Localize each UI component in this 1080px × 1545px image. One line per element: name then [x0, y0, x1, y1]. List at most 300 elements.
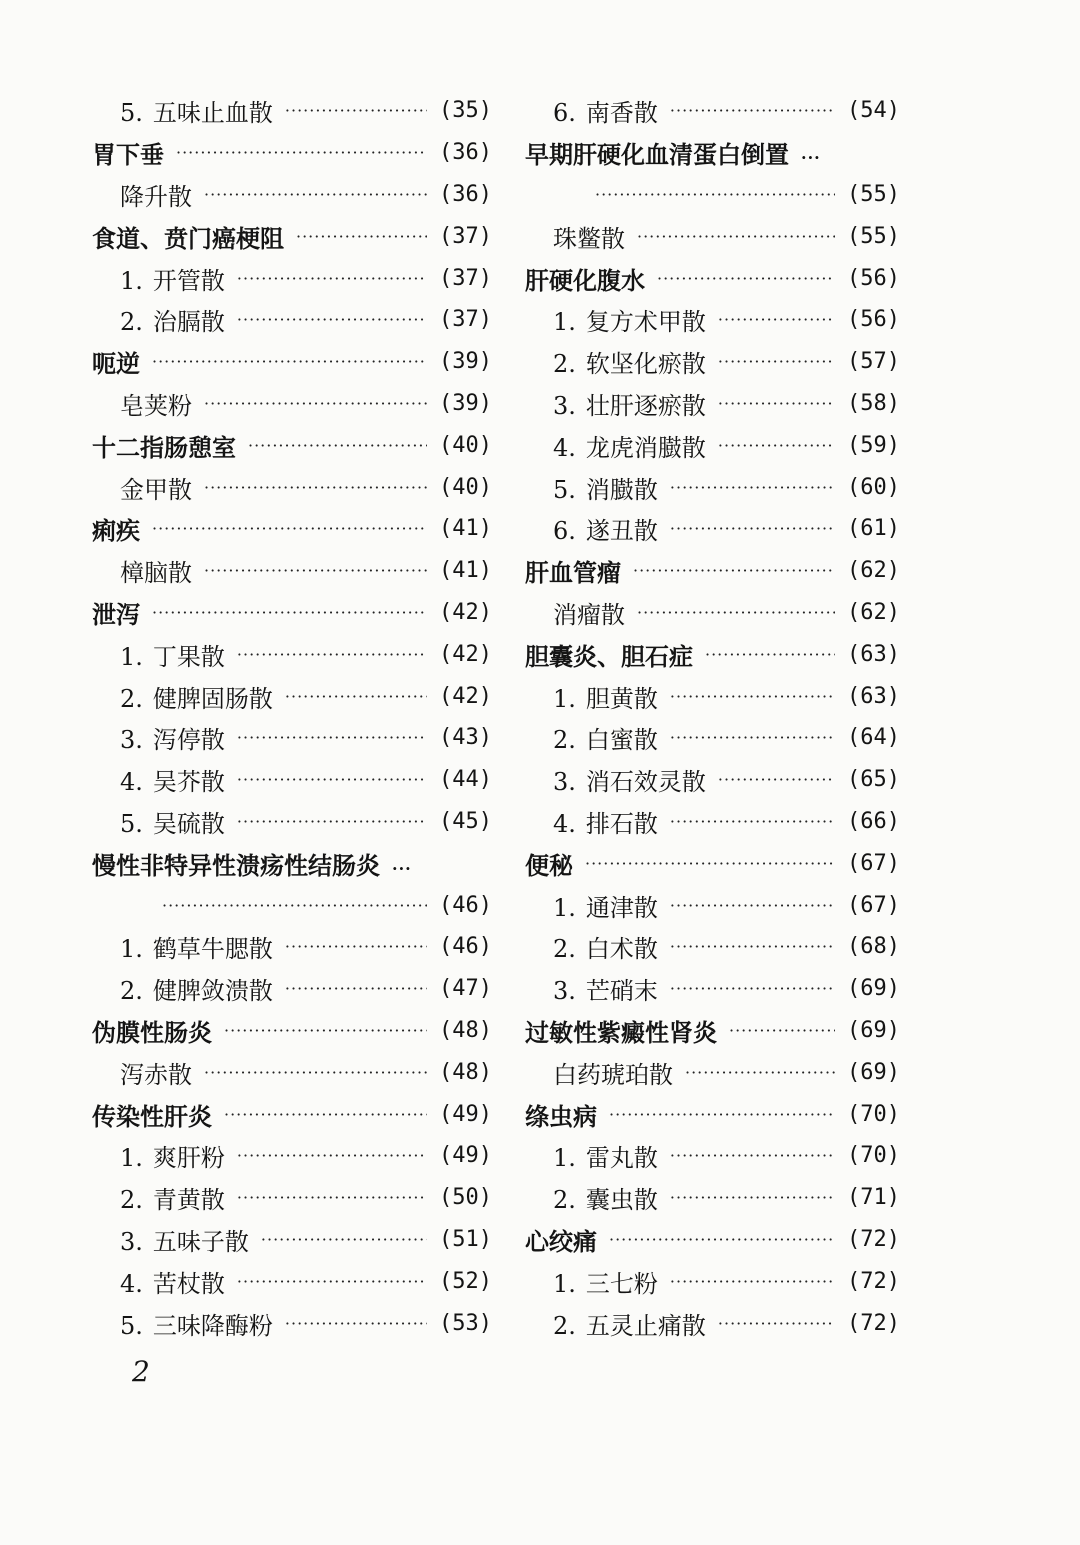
- toc-title-text: 苦杖散: [152, 1269, 225, 1298]
- toc-item-number: 4.: [553, 433, 576, 462]
- toc-leader-dots: [718, 770, 835, 789]
- toc-section-heading: [92, 132, 492, 174]
- toc-title: [525, 720, 658, 755]
- toc-entry: [525, 717, 900, 759]
- toc-title-text: 治膈散: [152, 308, 225, 337]
- toc-page-ref: (42): [439, 683, 492, 709]
- toc-title: [92, 261, 225, 296]
- toc-title: [92, 971, 273, 1006]
- toc-leader-dots: [637, 227, 835, 246]
- toc-title-text: 软坚化瘀散: [585, 350, 706, 379]
- toc-entry: [92, 801, 492, 843]
- toc-leader-dots: [237, 1146, 427, 1165]
- toc-entry: [92, 1051, 492, 1093]
- toc-leader-dots: [670, 687, 835, 706]
- toc-entry: [525, 341, 900, 383]
- toc-leader-dots: [224, 1021, 427, 1040]
- toc-title-text: 健脾敛溃散: [152, 977, 273, 1006]
- toc-item-number: 2.: [120, 977, 143, 1006]
- toc-leader-dots: [670, 896, 835, 915]
- toc-leader-dots: [718, 310, 835, 329]
- toc-title-text: 通津散: [585, 893, 658, 922]
- toc-item-number: 5.: [120, 1311, 143, 1340]
- toc-title: [92, 679, 273, 714]
- toc-title: [92, 1180, 225, 1215]
- toc-entry: [92, 1135, 492, 1177]
- toc-page-ref: (37): [439, 265, 492, 291]
- toc-title-text: 吴硫散: [152, 809, 225, 838]
- toc-title: [525, 929, 658, 964]
- toc-title-text: 龙虎消臌散: [585, 433, 706, 462]
- toc-leader-dots: [718, 436, 835, 455]
- toc-leader-dots: [633, 561, 835, 580]
- toc-right-column: [525, 90, 900, 1344]
- toc-leader-dots: [204, 394, 427, 413]
- toc-leader-dots: [685, 1063, 835, 1082]
- toc-item-number: 2.: [120, 1186, 143, 1215]
- toc-item-number: 4.: [120, 768, 143, 797]
- toc-entry: [92, 1177, 492, 1219]
- toc-section-heading: [92, 592, 492, 634]
- toc-title-text: 传染性肝炎: [92, 1101, 212, 1131]
- toc-leader-dots: [248, 436, 427, 455]
- toc-title: [525, 428, 706, 463]
- toc-section-heading: [92, 424, 492, 466]
- toc-title-text: 早期肝硬化血清蛋白倒置: [525, 140, 789, 170]
- toc-page-ref: (40): [439, 474, 492, 500]
- toc-page-ref: (61): [847, 516, 900, 542]
- toc-leader-dots: [176, 143, 427, 162]
- toc-item-number: 4.: [120, 1269, 143, 1298]
- toc-item-number: 1.: [120, 1144, 143, 1173]
- toc-title: [525, 511, 658, 546]
- toc-title-text: 樟脑散: [120, 559, 192, 588]
- toc-title: [525, 1306, 706, 1341]
- toc-page-ref: (62): [847, 558, 900, 584]
- toc-page-ref: (37): [439, 307, 492, 333]
- toc-leader-dots: [237, 728, 427, 747]
- toc-leader-dots: [224, 1105, 427, 1124]
- toc-page-ref: (63): [847, 641, 900, 667]
- toc-leader-dots: [285, 687, 427, 706]
- toc-page-ref: (46): [439, 934, 492, 960]
- toc-page-ref: (64): [847, 725, 900, 751]
- toc-entry: [92, 1302, 492, 1344]
- toc-item-number: 2.: [553, 1311, 576, 1340]
- toc-leader-dots: [162, 896, 427, 915]
- toc-entry: [525, 968, 900, 1010]
- toc-page-ref: (41): [439, 558, 492, 584]
- toc-item-number: 2.: [553, 935, 576, 964]
- toc-entry: [525, 215, 900, 257]
- toc-leader-continuation: [525, 174, 900, 216]
- toc-leader-dots: [204, 1063, 427, 1082]
- toc-leader-dots: [237, 269, 427, 288]
- toc-page-ref: (45): [439, 808, 492, 834]
- toc-leader-dots: [237, 645, 427, 664]
- toc-title: [92, 1055, 192, 1090]
- toc-page-ref: (40): [439, 432, 492, 458]
- toc-title: [92, 1264, 225, 1299]
- toc-item-number: 6.: [553, 99, 576, 128]
- toc-leader-dots: [670, 101, 835, 120]
- toc-page-ref: (49): [439, 1101, 492, 1127]
- toc-title: [525, 637, 693, 672]
- toc-page-ref: (51): [439, 1226, 492, 1252]
- toc-title-text: 丁果散: [152, 642, 225, 671]
- toc-title-text: 三味降酶粉: [152, 1311, 273, 1340]
- toc-page-ref: (49): [439, 1143, 492, 1169]
- toc-page-ref: (71): [847, 1185, 900, 1211]
- toc-leader-dots: [237, 812, 427, 831]
- toc-page-ref: (52): [439, 1268, 492, 1294]
- toc-title: [525, 846, 573, 881]
- toc-entry: [92, 759, 492, 801]
- toc-item-number: 3.: [553, 977, 576, 1006]
- toc-title-text: 肝血管瘤: [525, 558, 621, 588]
- toc-title-text: 五味子散: [152, 1227, 249, 1256]
- toc-title-text: 三七粉: [585, 1269, 658, 1298]
- toc-title: [92, 1138, 225, 1173]
- page-number: 2: [132, 1355, 150, 1388]
- toc-section-heading: [525, 132, 900, 174]
- toc-title: [525, 553, 621, 588]
- toc-entry: [525, 1135, 900, 1177]
- toc-item-number: 2.: [553, 350, 576, 379]
- toc-title-text: 呃逆: [92, 349, 140, 379]
- toc-leader-dots: [204, 185, 427, 204]
- toc-page-ref: (66): [847, 808, 900, 834]
- toc-leader-dots: [237, 1272, 427, 1291]
- toc-page-ref: (56): [847, 265, 900, 291]
- toc-item-number: 1.: [120, 935, 143, 964]
- toc-item-number: 3.: [553, 768, 576, 797]
- toc-title: [525, 261, 645, 296]
- toc-entry: [92, 675, 492, 717]
- toc-page-ref: (72): [847, 1226, 900, 1252]
- toc-title: [525, 219, 625, 254]
- toc-page-ref: (39): [439, 349, 492, 375]
- toc-entry: [92, 968, 492, 1010]
- toc-title-text: 消石效灵散: [585, 768, 706, 797]
- toc-section-heading: [525, 257, 900, 299]
- toc-page-ref: (72): [847, 1268, 900, 1294]
- toc-section-heading: [92, 1093, 492, 1135]
- toc-entry: [525, 1051, 900, 1093]
- toc-title: [92, 929, 273, 964]
- toc-title: [92, 1306, 273, 1341]
- toc-item-number: 1.: [553, 1144, 576, 1173]
- toc-page-ref: (57): [847, 349, 900, 375]
- toc-item-number: 1.: [553, 684, 576, 713]
- toc-entry: [525, 759, 900, 801]
- toc-page-ref: (68): [847, 934, 900, 960]
- toc-item-number: 2.: [553, 1186, 576, 1215]
- toc-section-heading: [92, 215, 492, 257]
- toc-leader-dots: [657, 269, 835, 288]
- toc-item-number: 2.: [120, 308, 143, 337]
- toc-leader-dots: [609, 1105, 835, 1124]
- toc-title: [525, 1013, 717, 1048]
- toc-entry: [525, 383, 900, 425]
- toc-leader-dots: [637, 603, 835, 622]
- toc-title: [92, 93, 273, 128]
- toc-entry: [525, 1302, 900, 1344]
- toc-title: [525, 470, 658, 505]
- toc-entry: [92, 633, 492, 675]
- toc-title-text: 健脾固肠散: [152, 684, 273, 713]
- toc-leader-continuation: [92, 884, 492, 926]
- toc-title-text: 吴芥散: [152, 768, 225, 797]
- toc-leader-dots: [585, 854, 835, 873]
- toc-leader-dots: ···: [392, 858, 412, 878]
- toc-page-ref: (55): [847, 181, 900, 207]
- toc-entry: [525, 90, 900, 132]
- toc-title: [92, 595, 140, 630]
- toc-section-heading: [525, 1093, 900, 1135]
- toc-entry: [92, 174, 492, 216]
- toc-title: [525, 93, 658, 128]
- toc-page-ref: (47): [439, 976, 492, 1002]
- toc-title-text: 复方术甲散: [585, 308, 706, 337]
- toc-leader-dots: [609, 1230, 835, 1249]
- toc-title: [92, 553, 192, 588]
- toc-entry: [525, 508, 900, 550]
- toc-title-text: 慢性非特异性溃疡性结肠炎: [92, 850, 380, 880]
- toc-page-ref: (42): [439, 599, 492, 625]
- toc-page-ref: (63): [847, 683, 900, 709]
- toc-title-text: 排石散: [585, 809, 658, 838]
- toc-leader-dots: [670, 1188, 835, 1207]
- toc-entry: [525, 466, 900, 508]
- toc-item-number: 2.: [553, 726, 576, 755]
- toc-leader-dots: [152, 603, 427, 622]
- toc-title-text: 胃下垂: [92, 140, 164, 170]
- toc-item-number: 6.: [553, 517, 576, 546]
- toc-page-ref: (46): [439, 892, 492, 918]
- toc-page-ref: (48): [439, 1059, 492, 1085]
- toc-title: [92, 1097, 212, 1132]
- toc-leader-dots: [285, 937, 427, 956]
- toc-title: [525, 386, 706, 421]
- toc-page-ref: (36): [439, 181, 492, 207]
- toc-title-text: 鹤草牛腮散: [152, 935, 273, 964]
- toc-entry: [525, 675, 900, 717]
- toc-title: [525, 1055, 673, 1090]
- toc-title: [525, 595, 625, 630]
- toc-title-text: 囊虫散: [585, 1186, 658, 1215]
- toc-section-heading: [525, 633, 900, 675]
- toc-title: [525, 888, 658, 923]
- toc-section-heading: [92, 1010, 492, 1052]
- toc-page-ref: (44): [439, 767, 492, 793]
- toc-leader-dots: [705, 645, 835, 664]
- toc-leader-dots: [285, 979, 427, 998]
- toc-title-text: 伪膜性肠炎: [92, 1017, 212, 1047]
- toc-page-ref: (67): [847, 892, 900, 918]
- toc-page-ref: (54): [847, 98, 900, 124]
- toc-item-number: 1.: [553, 1269, 576, 1298]
- toc-title: [525, 1097, 597, 1132]
- toc-leader-dots: ···: [801, 148, 821, 168]
- toc-page-ref: (42): [439, 641, 492, 667]
- toc-title: [92, 804, 225, 839]
- toc-title-text: 泻停散: [152, 726, 225, 755]
- toc-title-text: 白药琥珀散: [553, 1060, 673, 1089]
- toc-title-text: 芒硝末: [585, 977, 658, 1006]
- toc-section-heading: [92, 341, 492, 383]
- toc-item-number: 1.: [553, 893, 576, 922]
- toc-item-number: 4.: [553, 809, 576, 838]
- toc-leader-dots: [670, 1146, 835, 1165]
- toc-title: [92, 511, 140, 546]
- toc-entry: [92, 257, 492, 299]
- toc-entry: [92, 90, 492, 132]
- toc-leader-dots: [670, 728, 835, 747]
- toc-page-ref: (70): [847, 1143, 900, 1169]
- toc-title-text: 胆黄散: [585, 684, 658, 713]
- toc-section-heading: [92, 842, 492, 884]
- toc-page-ref: (62): [847, 599, 900, 625]
- toc-item-number: 2.: [120, 684, 143, 713]
- toc-title: [92, 177, 192, 212]
- toc-page-ref: (55): [847, 223, 900, 249]
- toc-title-text: 皂荚粉: [120, 391, 192, 420]
- toc-entry: [92, 1219, 492, 1261]
- toc-title-text: 雷丸散: [585, 1144, 658, 1173]
- toc-leader-dots: [152, 352, 427, 371]
- toc-leader-dots: [237, 310, 427, 329]
- toc-title: [92, 219, 284, 254]
- toc-title-text: 开管散: [152, 266, 225, 295]
- toc-leader-dots: [285, 1314, 427, 1333]
- toc-page-ref: (48): [439, 1017, 492, 1043]
- toc-page-ref: (39): [439, 390, 492, 416]
- toc-leader-dots: [296, 227, 427, 246]
- toc-leader-dots: [718, 394, 835, 413]
- toc-entry: [92, 383, 492, 425]
- toc-title: [92, 302, 225, 337]
- toc-title: [525, 1264, 658, 1299]
- toc-title-text: 心绞痛: [525, 1226, 597, 1256]
- toc-entry: [92, 466, 492, 508]
- toc-title: [92, 428, 236, 463]
- toc-leader-dots: [670, 478, 835, 497]
- toc-section-heading: [525, 1219, 900, 1261]
- toc-title-text: 金甲散: [120, 475, 192, 504]
- toc-page-ref: (60): [847, 474, 900, 500]
- toc-title-text: 五味止血散: [152, 99, 273, 128]
- toc-title: [92, 720, 225, 755]
- toc-section-heading: [92, 508, 492, 550]
- toc-entry: [525, 1177, 900, 1219]
- toc-title-text: 壮肝逐瘀散: [585, 391, 706, 420]
- toc-leader-dots: [595, 185, 835, 204]
- toc-title: [92, 386, 192, 421]
- toc-title: [525, 1222, 597, 1257]
- toc-page-ref: (69): [847, 1017, 900, 1043]
- toc-title-text: 降升散: [120, 182, 192, 211]
- toc-title-text: 南香散: [585, 99, 658, 128]
- toc-title: [92, 470, 192, 505]
- toc-entry: [92, 299, 492, 341]
- toc-page-ref: (70): [847, 1101, 900, 1127]
- toc-leader-dots: [670, 1272, 835, 1291]
- toc-title-text: 消瘤散: [553, 600, 625, 629]
- toc-title-text: 十二指肠憩室: [92, 432, 236, 462]
- toc-item-number: 3.: [120, 726, 143, 755]
- toc-entry: [92, 926, 492, 968]
- toc-title: [525, 302, 706, 337]
- toc-leader-dots: [237, 770, 427, 789]
- toc-page-ref: (50): [439, 1185, 492, 1211]
- toc-page-ref: (41): [439, 516, 492, 542]
- toc-page-ref: (56): [847, 307, 900, 333]
- toc-entry: [525, 299, 900, 341]
- toc-page-ref: (58): [847, 390, 900, 416]
- toc-title-text: 珠鳖散: [553, 224, 625, 253]
- toc-page-ref: (35): [439, 98, 492, 124]
- toc-title: [92, 344, 140, 379]
- toc-title-text: 消臌散: [585, 475, 658, 504]
- toc-title: [525, 135, 821, 170]
- toc-title-text: 绦虫病: [525, 1101, 597, 1131]
- toc-entry: [525, 1260, 900, 1302]
- toc-title: [525, 1138, 658, 1173]
- toc-entry: [525, 424, 900, 466]
- toc-entry: [92, 1260, 492, 1302]
- toc-entry: [525, 926, 900, 968]
- toc-page-ref: (67): [847, 850, 900, 876]
- toc-title-text: 便秘: [525, 850, 573, 880]
- toc-item-number: 5.: [120, 99, 143, 128]
- toc-section-heading: [525, 1010, 900, 1052]
- toc-page-ref: (53): [439, 1310, 492, 1336]
- toc-leader-dots: [670, 937, 835, 956]
- toc-title-text: 白蜜散: [585, 726, 658, 755]
- toc-item-number: 3.: [120, 1227, 143, 1256]
- toc-page-ref: (43): [439, 725, 492, 751]
- toc-title: [92, 1222, 249, 1257]
- toc-title: [92, 1013, 212, 1048]
- toc-page-ref: (59): [847, 432, 900, 458]
- toc-page-ref: (65): [847, 767, 900, 793]
- toc-page-ref: (72): [847, 1310, 900, 1336]
- toc-item-number: 1.: [553, 308, 576, 337]
- toc-leader-dots: [670, 519, 835, 538]
- toc-page-ref: (69): [847, 976, 900, 1002]
- toc-leader-dots: [152, 519, 427, 538]
- toc-leader-dots: [670, 979, 835, 998]
- toc-title: [92, 762, 225, 797]
- toc-title-text: 肝硬化腹水: [525, 265, 645, 295]
- toc-page-ref: (36): [439, 140, 492, 166]
- toc-title-text: 爽肝粉: [152, 1144, 225, 1173]
- toc-leader-dots: [237, 1188, 427, 1207]
- toc-leader-dots: [718, 1314, 835, 1333]
- toc-title: [525, 1180, 658, 1215]
- toc-title: [92, 135, 164, 170]
- toc-title: [525, 344, 706, 379]
- toc-leader-dots: [261, 1230, 427, 1249]
- toc-leader-dots: [670, 812, 835, 831]
- toc-title: [525, 762, 706, 797]
- toc-entry: [92, 550, 492, 592]
- toc-title-text: 泻赤散: [120, 1060, 192, 1089]
- toc-title-text: 痢疾: [92, 516, 140, 546]
- toc-item-number: 1.: [120, 642, 143, 671]
- toc-section-heading: [525, 550, 900, 592]
